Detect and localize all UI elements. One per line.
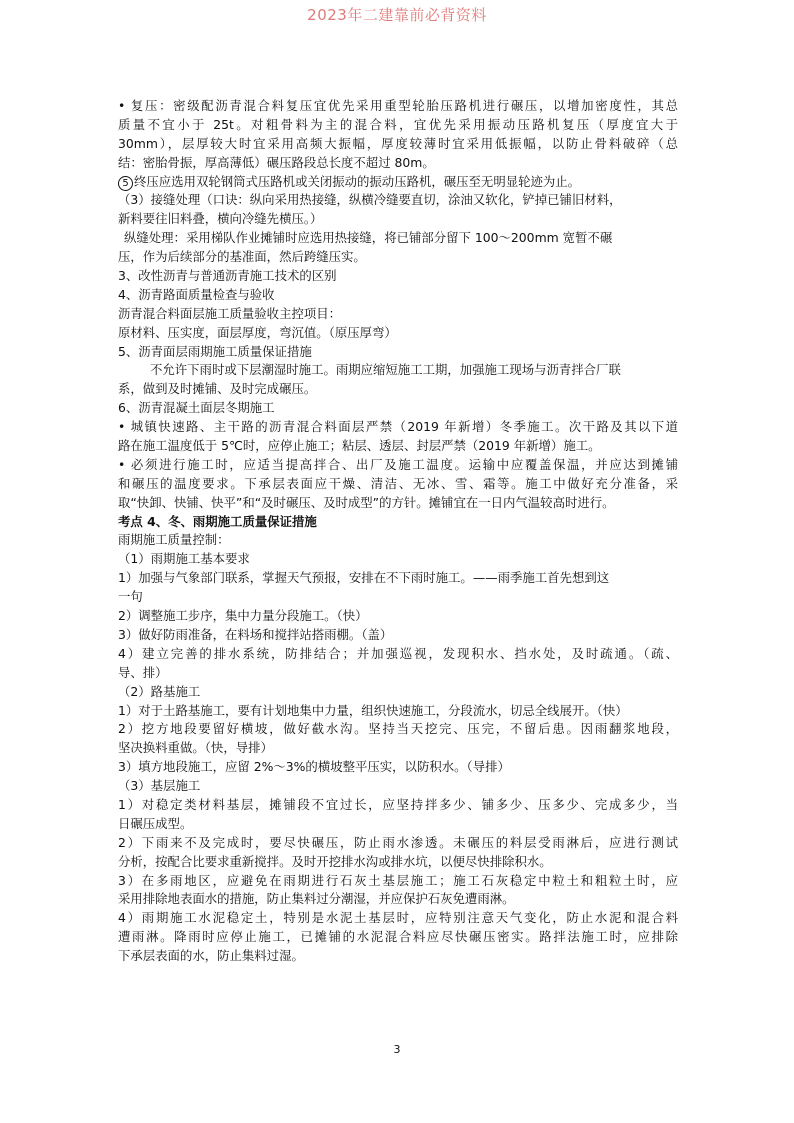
text-line: • 城镇快速路、主干路的沥青混合料面层严禁（2019 年新增）冬季施工。次干路及其以下道 (118, 419, 678, 435)
document-body (118, 97, 678, 966)
text-line: 2）下雨来不及完成时，要尽快碾压，防止雨水渗透。未碾压的料层受雨淋后，应进行测试 (118, 834, 678, 850)
section-heading-bold: 考点 4、冬、雨期施工质量保证措施 (118, 513, 317, 529)
text-line: 采用排除地表面水的措施，防止集料过分潮湿，并应保护石灰免遭雨淋。 (118, 891, 515, 907)
subsection-heading: （2）路基施工 (118, 683, 201, 699)
text-line: 沥青混合料面层施工质量验收主控项目： (118, 305, 342, 321)
text-line: 原材料、压实度，面层厚度，弯沉值。（原压厚弯） (118, 324, 397, 340)
text-line: 3）填方地段施工，应留 2%～3%的横坡整平压实，以防积水。（导排） (118, 759, 510, 775)
page-number: 3 (393, 1043, 401, 1056)
circled-number-icon: 5 (118, 176, 133, 191)
subsection-heading: （1）雨期施工基本要求 (118, 551, 250, 567)
text-line: 系，做到及时摊铺、及时完成碾压。 (118, 381, 317, 397)
text-line: 路在施工温度低于 5℃时，应停止施工；粘层、透层、封层严禁（2019 年新增）施工。 (118, 438, 601, 454)
text-line: 不允许下雨时或下层潮湿时施工。雨期应缩短施工工期，加强施工现场与沥青拌合厂联 (150, 362, 621, 378)
text-line: 下承层表面的水，防止集料过湿。 (118, 948, 304, 964)
text-line: 压，作为后续部分的基准面，然后跨缝压实。 (118, 249, 366, 265)
text-line: 和碾压的温度要求。下承层表面应干燥、清洁、无冰、雪、霜等。施工中做好充分准备，采 (118, 475, 678, 491)
text-line: 3）做好防雨准备，在料场和搅拌站搭雨棚。（盖） (118, 626, 393, 642)
text-line: 新料要往旧料叠，横向冷缝先横压。） (118, 211, 323, 227)
text-line: 遭雨淋。降雨时应停止施工，已摊铺的水泥混合料应尽快碾压密实。路拌法施工时，应排除 (118, 929, 678, 945)
text-line: 坚决换料重做。（快，导排） (118, 740, 273, 756)
text-line-content: 终压应选用双轮钢筒式压路机或关闭振动的振动压路机，碾压至无明显轮迹为止。 (134, 173, 581, 189)
text-line: • 必须进行施工时，应适当提高拌合、出厂及施工温度。运输中应覆盖保温，并应达到摊铺 (118, 456, 678, 472)
text-line: 日碾压成型。 (118, 815, 193, 831)
section-heading: 6、沥青混凝土面层冬期施工 (118, 400, 275, 416)
text-line: 取“快卸、快铺、快平”和“及时碾压、及时成型”的方针。摊铺宜在一日内气温较高时进行。 (118, 494, 615, 510)
text-line: 质量不宜小于 25t。对粗骨料为主的混合料，宜优先采用振动压路机复压（厚度宜大于 (118, 116, 678, 132)
text-line: 3）在多雨地区，应避免在雨期进行石灰土基层施工；施工石灰稳定中粒土和粗粒土时，应 (118, 872, 678, 888)
page-header: 2023年二建靠前必背资料 (307, 6, 487, 24)
text-line: 导、排） (118, 664, 168, 680)
section-heading: 4、沥青路面质量检查与验收 (118, 286, 275, 302)
text-line: 纵缝处理：采用梯队作业摊铺时应选用热接缝，将已铺部分留下 100～200mm 宽暂不碾 (124, 230, 613, 246)
section-heading: 3、改性沥青与普通沥青施工技术的区别 (118, 268, 337, 284)
text-line: 2）调整施工步序，集中力量分段施工。（快） (118, 608, 368, 624)
subsection-heading: （3）基层施工 (118, 778, 201, 794)
text-line: 分析，按配合比要求重新搅拌。及时开挖排水沟或排水坑，以便尽快排除积水。 (118, 853, 552, 869)
text-line: 一句 (118, 589, 143, 605)
text-line: 结：密胎骨振，厚高薄低）碾压路段总长度不超过 80m。 (118, 154, 435, 170)
text-line: 4）建立完善的排水系统，防排结合；并加强巡视，发现积水、挡水处，及时疏通。（疏、 (118, 645, 678, 661)
text-line: • 复压：密级配沥青混合料复压宜优先采用重型轮胎压路机进行碾压，以增加密度性，其总 (118, 98, 678, 113)
text-line: （3）接缝处理（口诀：纵向采用热接缝，纵横冷缝要直切，涂油又软化，铲掉已铺旧材料， (118, 192, 622, 208)
section-heading: 5、沥青面层雨期施工质量保证措施 (118, 343, 312, 359)
text-line: 4）雨期施工水泥稳定土，特别是水泥土基层时，应特别注意天气变化，防止水泥和混合料 (118, 910, 678, 926)
text-line: 1）对于土路基施工，要有计划地集中力量，组织快速施工，分段流水，切忌全线展开。（快） (118, 702, 628, 718)
text-line: 2）挖方地段要留好横坡，做好截水沟。坚持当天挖完、压完，不留后患。因雨翻浆地段， (118, 721, 678, 737)
text-line: 1）加强与气象部门联系，掌握天气预报，安排在不下雨时施工。——雨季施工首先想到这 (118, 570, 610, 586)
text-line: 1）对稳定类材料基层，摊铺段不宜过长，应坚持拌多少、铺多少、压多少、完成多少，当 (118, 796, 678, 812)
text-line: 30mm），层厚较大时宜采用高频大振幅，厚度较薄时宜采用低振幅，以防止骨料破碎（总 (118, 135, 678, 151)
text-line: 雨期施工质量控制： (118, 532, 230, 548)
text-line (118, 173, 678, 192)
